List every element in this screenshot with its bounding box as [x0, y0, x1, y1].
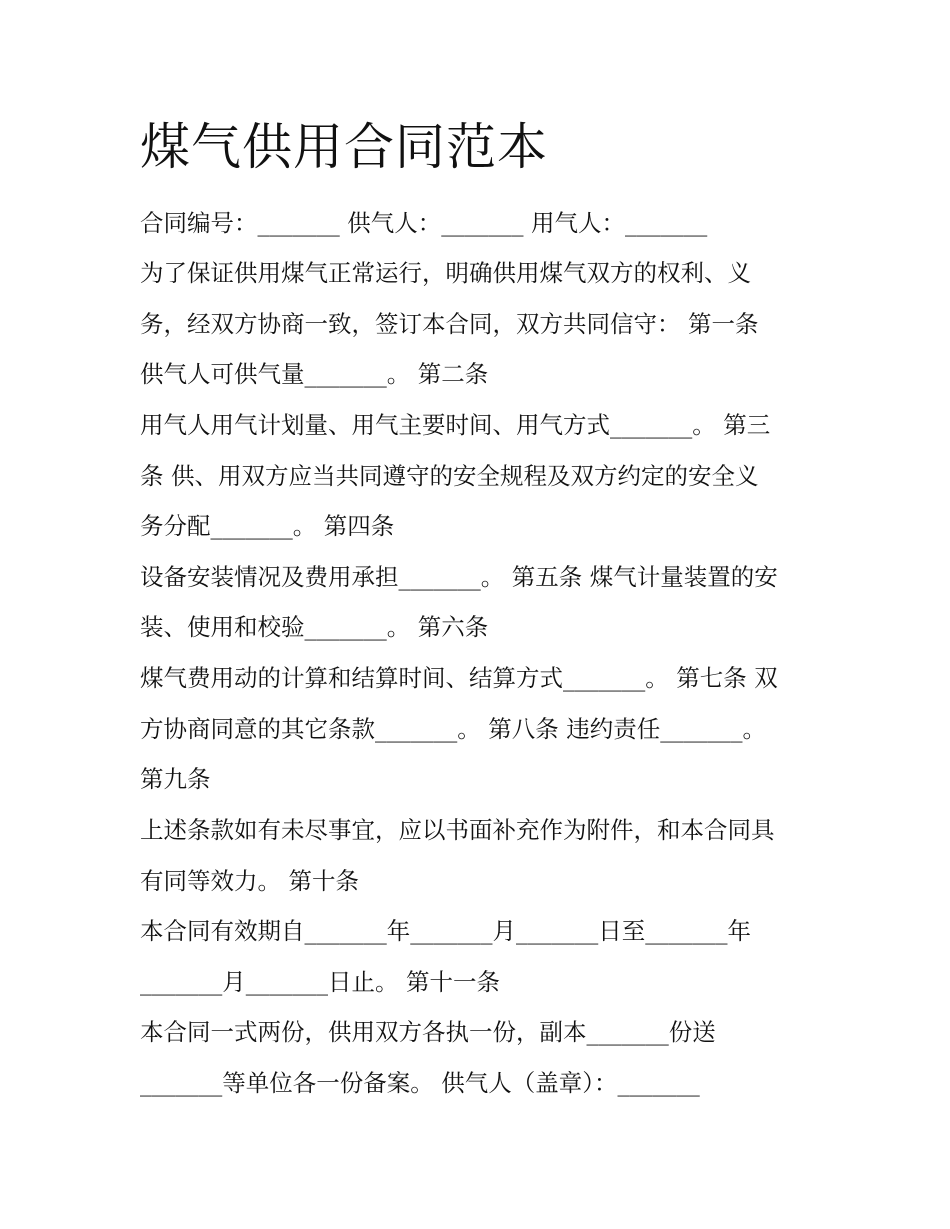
body-line: 务分配_______。 第四条 [140, 512, 395, 540]
body-line: 煤气费用动的计算和结算时间、结算方式_______。 第七条 双 [140, 664, 778, 692]
body-line: 设备安装情况及费用承担_______。 第五条 煤气计量装置的安 [140, 563, 778, 591]
body-line: 本合同一式两份，供用双方各执一份，副本_______份送 [140, 1018, 716, 1046]
contract-header-line: 合同编号：_______ 供气人：_______ 用气人：_______ [140, 209, 708, 237]
body-line: 上述条款如有未尽事宜，应以书面补充作为附件，和本合同具 [140, 816, 775, 844]
body-line: 为了保证供用煤气正常运行，明确供用煤气双方的权利、义 [140, 259, 751, 287]
body-line: 有同等效力。 第十条 [140, 867, 359, 895]
body-line: 务，经双方协商一致，签订本合同，双方共同信守： 第一条 [140, 310, 759, 338]
document-title: 煤气供用合同范本 [140, 118, 548, 176]
body-line: 供气人可供气量_______。 第二条 [140, 360, 489, 388]
body-line: 方协商同意的其它条款_______。 第八条 违约责任_______。 [140, 715, 766, 743]
body-line: _______等单位各一份备案。 供气人（盖章）：_______ [140, 1069, 700, 1097]
body-line: 装、使用和校验_______。 第六条 [140, 613, 489, 641]
body-line: 第九条 [140, 765, 211, 793]
body-line: _______月_______日止。 第十一条 [140, 968, 500, 996]
body-line: 用气人用气计划量、用气主要时间、用气方式_______。 第三 [140, 411, 771, 439]
body-line: 本合同有效期自_______年_______月_______日至_______年 [140, 917, 751, 945]
body-line: 条 供、用双方应当共同遵守的安全规程及双方约定的安全义 [140, 462, 759, 490]
